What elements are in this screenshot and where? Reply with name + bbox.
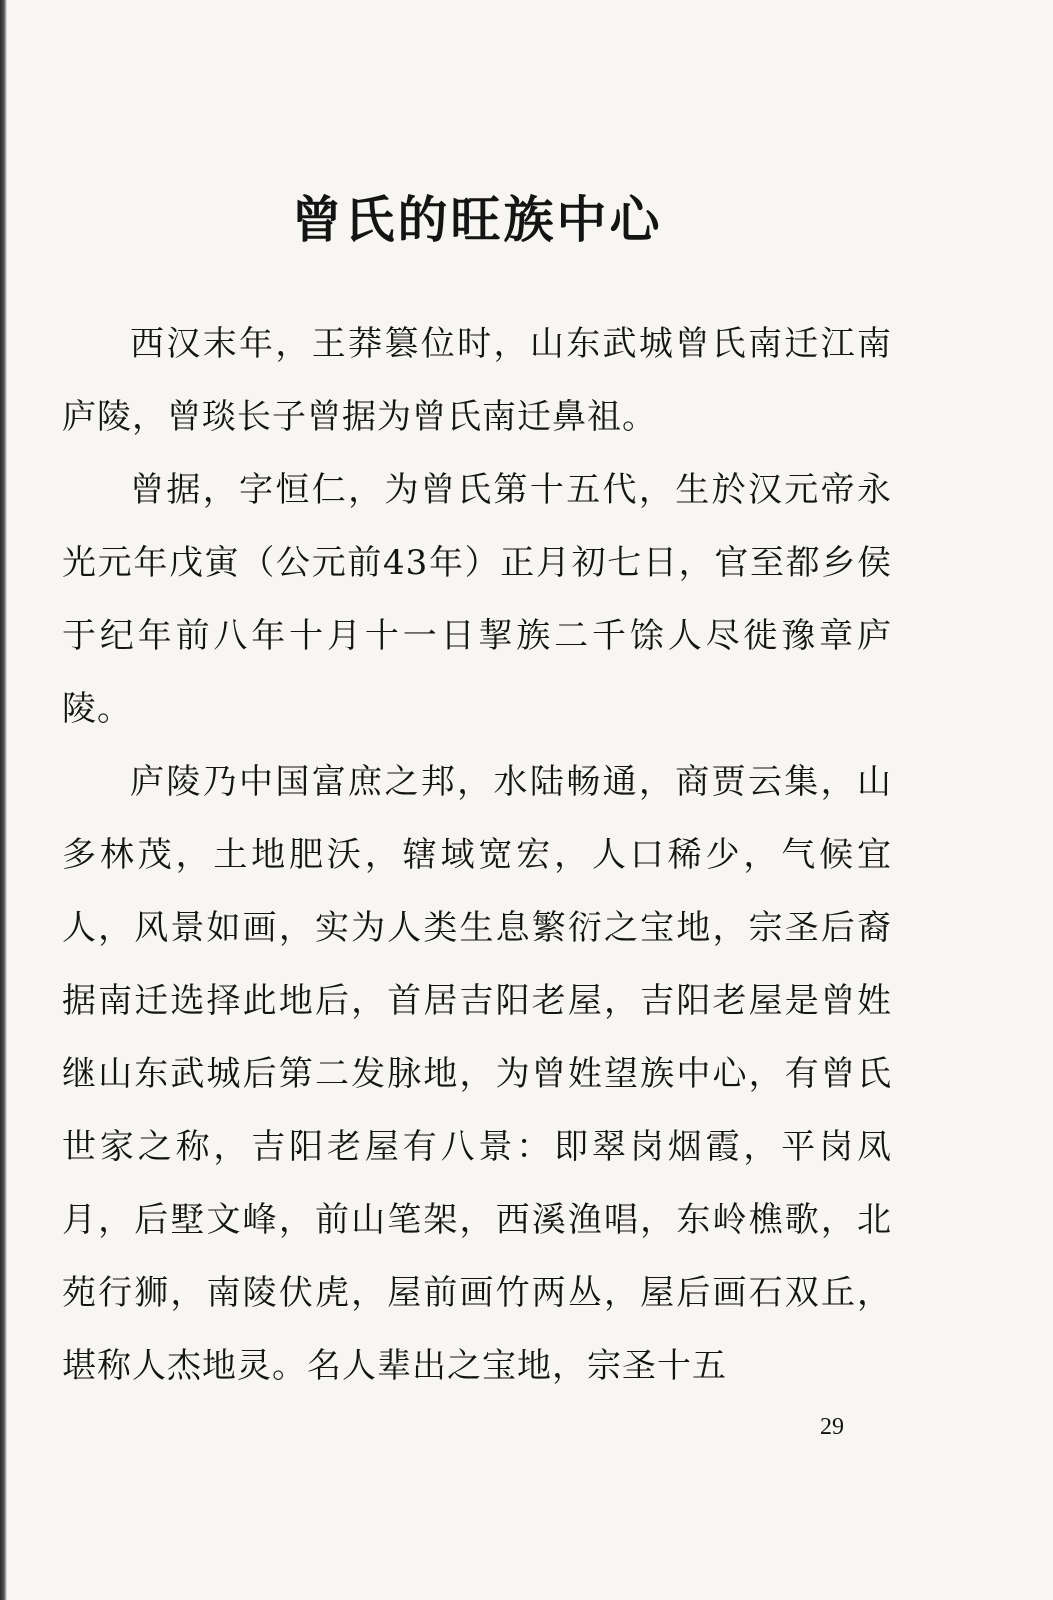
- body-text: [62, 308, 892, 1403]
- paragraph-1: 西汉末年，王莽篡位时，山东武城曾氏南迁江南庐陵，曾琰长子曾据为曾氏南迁鼻祖。: [62, 324, 892, 437]
- chapter-title: 曾氏的旺族中心: [291, 190, 663, 249]
- paragraph-2: 曾据，字恒仁，为曾氏第十五代，生於汉元帝永光元年戊寅（公元前43年）正月初七日，官至都乡侯于纪年前八年十月十一日挈族二千馀人尽徙豫章庐陵。: [62, 470, 892, 729]
- paragraph-3: 庐陵乃中国富庶之邦，水陆畅通，商贾云集，山多林茂，土地肥沃，辖域宽宏，人口稀少，气候宜人，风景如画，实为人类生息繁衍之宝地，宗圣后裔据南迁选择此地后，首居吉阳老屋，吉阳老屋是曾姓继山东武城后第二发脉地，为曾姓望族中心，有曾氏世家之称，吉阳老屋有八景：即翠岗烟霞，平岗凤月，后墅文峰，前山笔架，西溪渔唱，东岭樵歌，北苑行狮，南陵伏虎，屋前画竹两丛，屋后画石双丘，堪称人杰地灵。名人辈出之宝地，宗圣十五: [62, 762, 892, 1386]
- page-number: 29: [820, 1414, 844, 1440]
- book-page: [62, 0, 892, 1600]
- book-binding-edge: [0, 0, 7, 1600]
